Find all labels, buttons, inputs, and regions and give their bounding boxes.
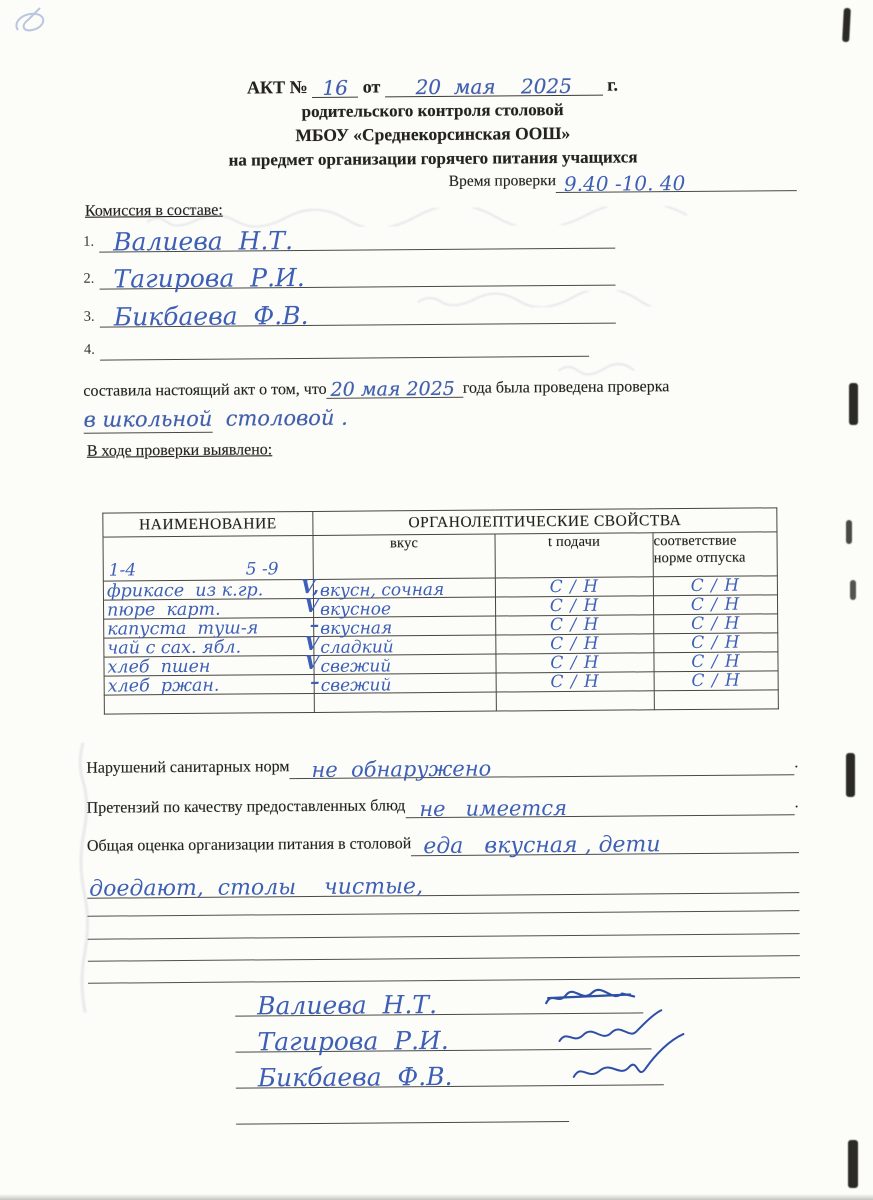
- sanitary-field: [86, 745, 798, 781]
- commission-member-2: [83, 258, 615, 294]
- subheader-norm: соответствие норме отпуска: [653, 532, 777, 577]
- commission-member-4: [84, 329, 589, 361]
- grades-note-right: 5 -9: [245, 559, 279, 580]
- complaints-label: Претензий по качеству предоставленных блюд: [86, 797, 406, 817]
- check-mark: V: [304, 594, 320, 618]
- signatory-3-name: Бикбаева Ф.В.: [257, 1061, 453, 1093]
- scan-smudge: [850, 580, 856, 600]
- taste-value: вкусн, сочная: [319, 579, 445, 601]
- check-time-label: Время проверки: [448, 172, 557, 190]
- check-mark: V: [304, 651, 320, 675]
- taste-value: свежий: [320, 675, 392, 696]
- taste-value: вкусная: [320, 618, 393, 639]
- taste-value: свежий: [320, 656, 392, 677]
- member-3-name: Бикбаева Ф.В.: [113, 300, 309, 332]
- blank-line: [88, 933, 800, 940]
- act-label: АКТ №: [246, 76, 308, 98]
- scan-smudge: [846, 753, 855, 797]
- scan-smudge: [849, 383, 858, 425]
- dash-mark: –: [310, 670, 320, 693]
- member-4-number: 4.: [83, 341, 95, 358]
- sanitary-label: Нарушений санитарных норм: [86, 758, 290, 777]
- dish-name: пюре карт.: [106, 599, 221, 621]
- check-time-value: 9.40 -10. 40: [563, 171, 686, 196]
- member-3-number: 3.: [83, 308, 95, 325]
- norm-value: С / Н: [654, 671, 778, 691]
- member-1-name: Валиева Н.Т.: [113, 226, 294, 257]
- overall-field: [87, 823, 799, 859]
- statement-part1: составила настоящий акт о том, что: [83, 380, 327, 400]
- act-year-suffix: г.: [607, 74, 618, 95]
- norm-value: С / Н: [654, 614, 778, 634]
- overall-label: Общая оценка организации питания в столовой: [86, 835, 412, 855]
- grades-note-cell: [103, 535, 313, 581]
- bleedthrough-artifact: [75, 743, 93, 1013]
- dash-mark: –: [309, 613, 320, 636]
- taste-value: сладкий: [320, 637, 394, 658]
- act-title-line: [0, 73, 869, 101]
- act-subtitle-1: родительского контроля столовой: [301, 99, 564, 122]
- act-number-handwritten: 16: [312, 79, 358, 98]
- bleedthrough-artifact: [558, 362, 638, 377]
- temp-value: С / Н: [496, 634, 654, 654]
- taste-value: вкусное: [319, 599, 392, 620]
- check-time-line: [556, 164, 797, 196]
- signatory-1-name: Валиева Н.Т.: [257, 990, 438, 1021]
- member-1-number: 1.: [83, 233, 95, 250]
- signatory-2-name: Тагирова Р.И.: [257, 1025, 449, 1057]
- act-ot-label: от: [362, 76, 381, 97]
- act-date-handwritten: 20 мая 2025: [385, 77, 603, 98]
- temp-value: С / Н: [496, 672, 654, 692]
- check-mark: V: [304, 632, 320, 656]
- findings-heading: В ходе проверки выявлено:: [86, 441, 273, 460]
- grades-note-left: 1-4: [108, 560, 137, 581]
- check-mark: V,: [300, 575, 319, 599]
- column-group-header: ОРГАНОЛЕПТИЧЕСКИЕ СВОЙСТВА: [313, 508, 777, 536]
- dish-name: фрикасе из к.гр.: [106, 580, 264, 602]
- member-2-number: 2.: [83, 270, 95, 287]
- dish-name: хлеб пшен: [107, 656, 211, 678]
- pen-scribble-artifact: [10, 4, 62, 46]
- column-header-name: НАИМЕНОВАНИЕ: [103, 511, 313, 537]
- norm-value: С / Н: [653, 576, 777, 596]
- dish-name: хлеб ржан.: [107, 675, 220, 697]
- sanitary-period: .: [794, 754, 799, 772]
- statement-part2: года была проведена проверка: [462, 378, 670, 397]
- complaints-field: [86, 785, 798, 821]
- school-name: МБОУ «Среднекорсинская ООШ»: [295, 122, 571, 146]
- check-time-field: [449, 165, 797, 194]
- meal-assessment-table: [102, 507, 779, 714]
- act-subtitle-2: на предмет организации горячего питания учащихся: [228, 147, 638, 170]
- norm-value: С / Н: [654, 633, 778, 653]
- overall-field-continuation: [87, 863, 799, 902]
- temp-value: С / Н: [496, 615, 654, 635]
- dish-name: чай с сах. ябл.: [107, 637, 242, 659]
- statement-paragraph: [83, 377, 799, 433]
- statement-date-handwritten: 20 мая 2025: [327, 382, 463, 399]
- commission-heading: Комиссия в составе:: [84, 201, 223, 220]
- blank-line: [87, 910, 799, 917]
- sanitary-value: не обнаружено: [311, 756, 492, 782]
- statement-location-handwritten: в школьной столовой .: [83, 405, 348, 432]
- overall-value-line1: еда вкусная , дети: [423, 832, 661, 860]
- signature-line-3: [236, 1052, 664, 1093]
- subheader-temp: t подачи: [495, 533, 653, 578]
- temp-value: С / Н: [495, 596, 653, 616]
- overall-value-line2: доедают, столы чистые,: [89, 874, 424, 902]
- complaints-value: не имеется: [419, 795, 568, 822]
- temp-value: С / Н: [495, 577, 653, 597]
- norm-value: С / Н: [654, 652, 778, 672]
- member-2-name: Тагирова Р.И.: [113, 263, 305, 294]
- temp-value: С / Н: [496, 653, 654, 673]
- signature-line-4-empty: [236, 1121, 569, 1125]
- dish-name: капуста туш-я: [107, 618, 259, 640]
- norm-value: С / Н: [653, 595, 777, 615]
- scan-smudge: [846, 520, 852, 544]
- scan-smudge: [848, 1140, 858, 1188]
- blank-line: [88, 955, 800, 962]
- complaints-period: .: [794, 794, 799, 812]
- bleedthrough-artifact: [418, 290, 668, 308]
- subheader-taste: вкус: [313, 534, 495, 579]
- signature-3-autograph: [567, 1028, 687, 1087]
- scan-edge-shadow: [0, 1194, 873, 1200]
